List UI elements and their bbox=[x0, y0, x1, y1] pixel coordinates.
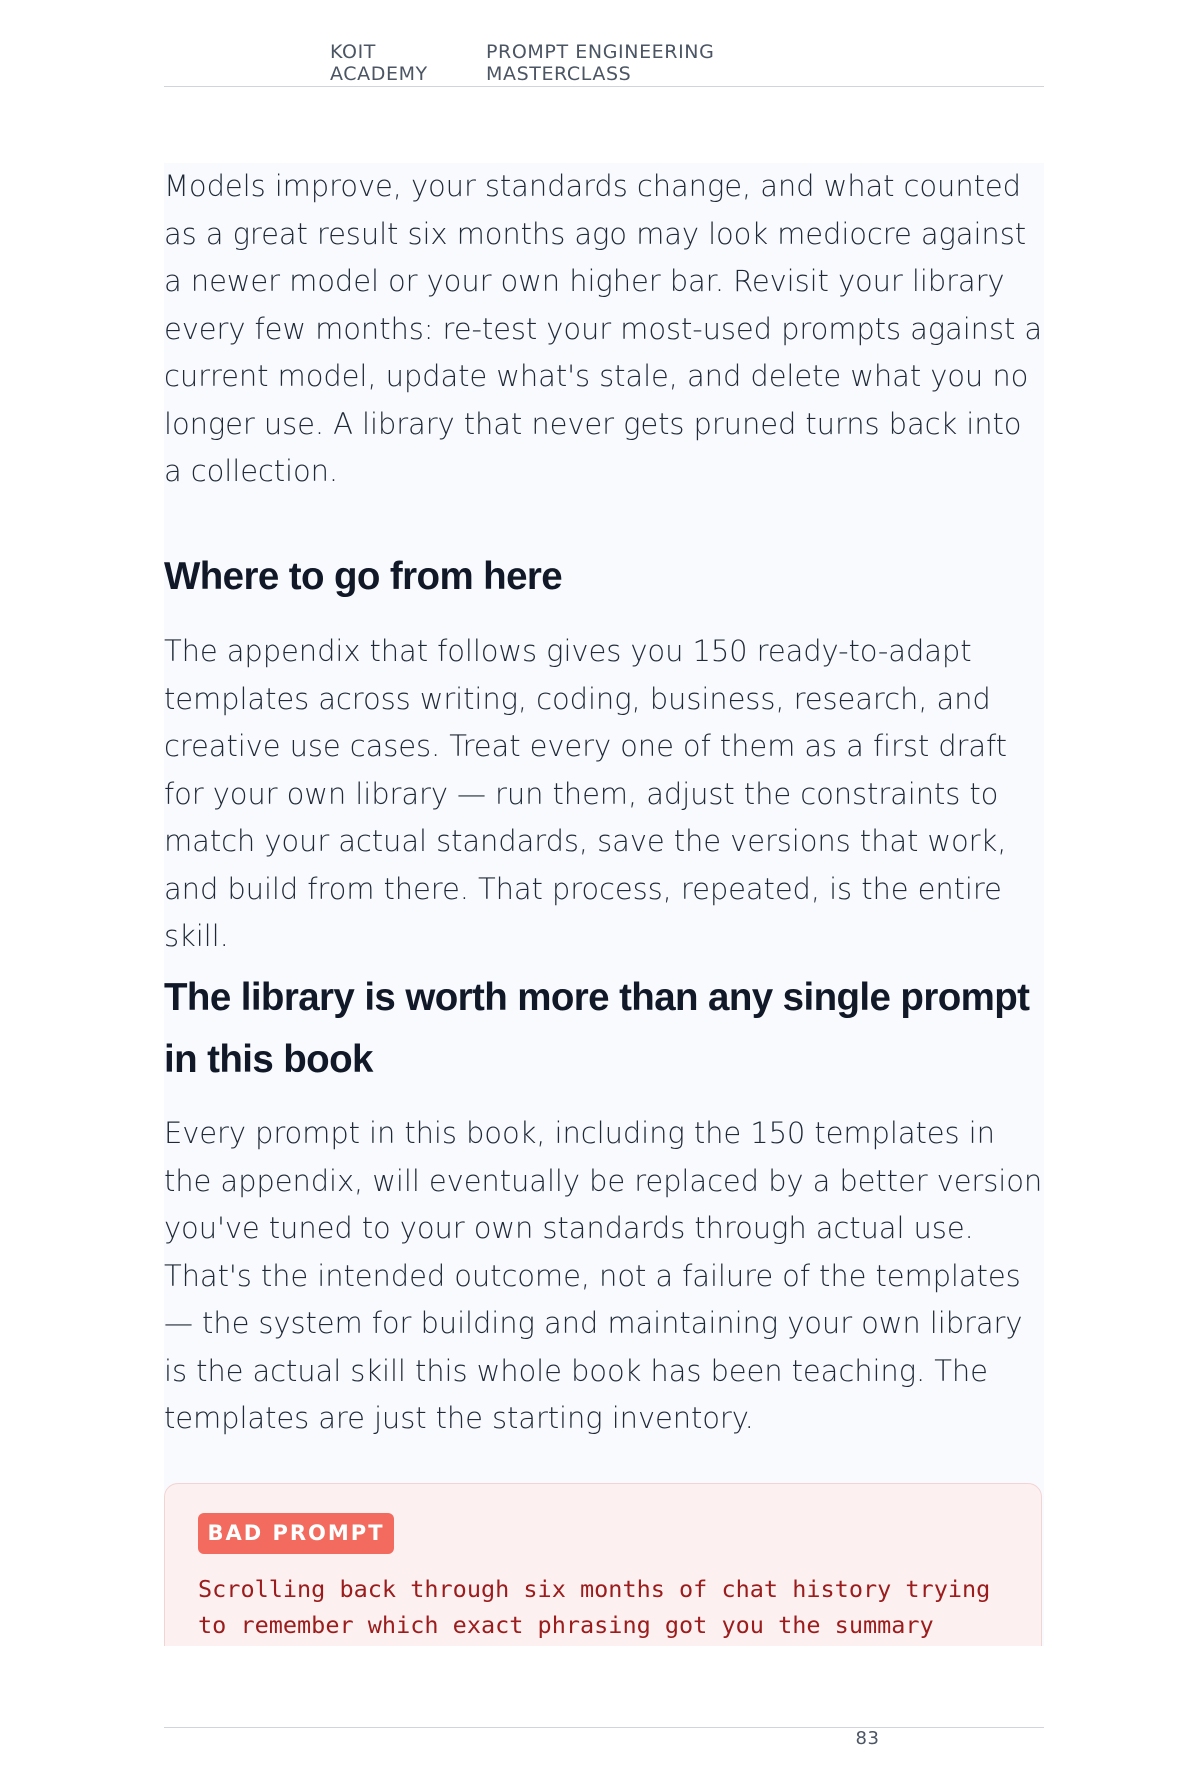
bad-prompt-text: Scrolling back through six months of chat history trying to remember which exact phrasing got you the summary bbox=[198, 1575, 1005, 1639]
section-heading: The library is worth more than any single prompt in this book bbox=[164, 976, 1030, 1081]
body-paragraph: Models improve, your standards change, and what counted as a great result six months ago may look mediocre against a newer model or your own higher bar. Revisit your library every few months: re-test your most-used prompts against a current model, update what's stale, and delete what you no longer use. A library that never gets pruned turns back into a collection. bbox=[164, 169, 1043, 488]
header-course-title: PROMPT ENGINEERING MASTERCLASS bbox=[486, 41, 715, 85]
bad-prompt-callout bbox=[164, 1483, 1042, 1646]
header-brand: KOIT ACADEMY bbox=[330, 41, 428, 85]
page-content bbox=[164, 163, 1044, 1646]
body-paragraph: Every prompt in this book, including the 150 templates in the appendix, will eventually be replaced by a better version you've tuned to your own standards through actual use. That's the intended outcome, not a failure of the templates — the system for building and maintaining your own library is the actual skill this whole book has been teaching. The templates are just the starting inventory. bbox=[164, 1116, 1043, 1435]
page-number: 83 bbox=[855, 1728, 880, 1749]
section-heading: Where to go from here bbox=[164, 555, 563, 598]
body-paragraph: The appendix that follows gives you 150 ready-to-adapt templates across writing, coding, business, research, and creative use cases. Treat every one of them as a first draft for your own library — run them, adjust the constraints to match your actual standards, save the versions that work, and build from there. That process, repeated, is the entire skill. bbox=[164, 634, 1007, 953]
page-header bbox=[164, 38, 1044, 87]
bad-prompt-badge: BAD PROMPT bbox=[198, 1513, 394, 1554]
